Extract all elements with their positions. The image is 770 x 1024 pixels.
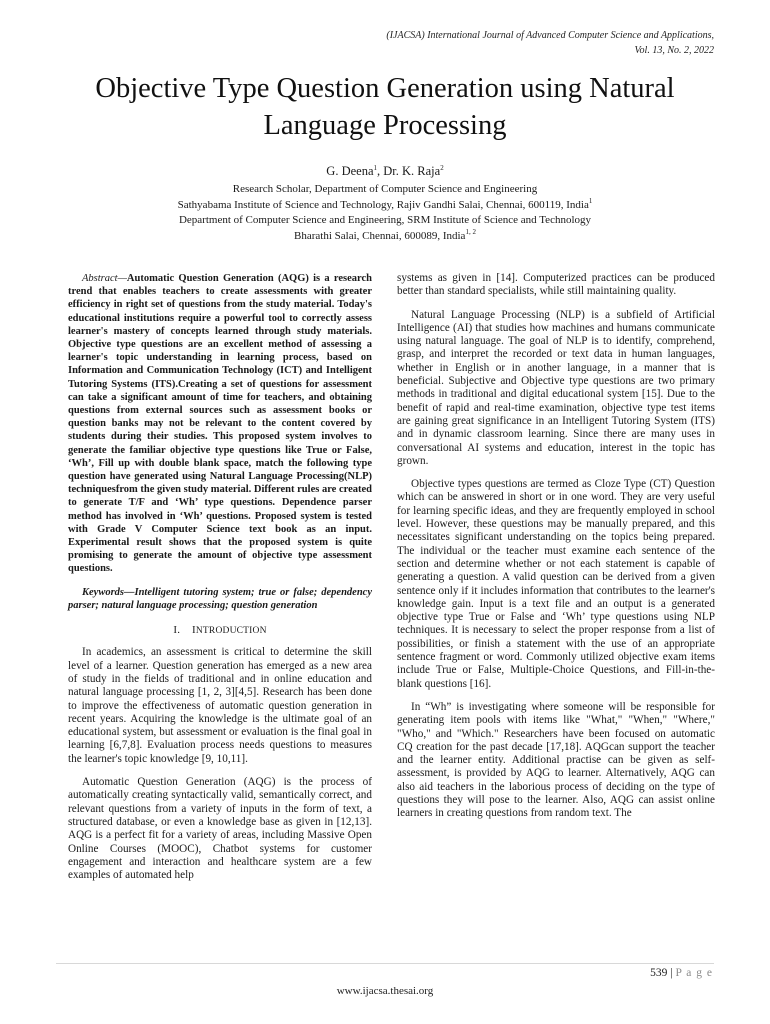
author-line xyxy=(0,163,770,179)
page-number-value: 539 xyxy=(650,967,668,979)
paper-title xyxy=(40,70,730,144)
abstract-text: Automatic Question Generation (AQG) is a research trend that enables teachers to create assessments with greater efficiency in right set of questions from the study material. Today's educational institutions require a powerful tool to correctly assess learner's mastery of concepts learned through study materials. Objective type questions are an excellent method of assessing a learner's topic understanding in learning process, based on Information and Communication Technology (ICT) and Intelligent Tutoring Systems (ITS).Creating a set of questions for assessment can take a significant amount of time for teachers, and obtaining questions from external sources such as assessment books or question banks may not be relevant to the content covered by students during their studies. This proposed system involves to generate the familiar objective type questions like True or False, ‘Wh’, Fill up with double blank space, match the following type question have generated using Natural Language Processing(NLP) techniquesfrom the given study material. Different rules are created to generate T/F and ‘Wh’ type questions. Dependence parser method has involved in ‘Wh’ questions. Proposed system is tested with Grade V Computer Science text book as an input. Experimental result shows that the proposed system is quite promising to generate the amount of objective type assessment questions. xyxy=(68,273,372,575)
abstract-label: Abstract— xyxy=(82,273,127,284)
author-2: , Dr. K. Raja xyxy=(377,164,441,178)
author-1: G. Deena xyxy=(326,164,374,178)
paragraph: systems as given in [14]. Computerized practices can be produced better than standard specialists, while still maintaining quality. xyxy=(397,272,715,298)
affiliation-1: Research Scholar, Department of Computer Science and Engineering xyxy=(232,183,538,195)
journal-volume: Vol. 13, No. 2, 2022 xyxy=(634,45,714,56)
page-number-separator: | xyxy=(667,967,676,979)
section-number: I. xyxy=(173,624,181,637)
paragraph: In academics, an assessment is critical to determine the skill level of a learner. Question generation has emerged as a new area of study in the fields of traditional and in online education and natural language processing [1, 2, 3][4,5]. Research has been done to improve the effectiveness of automatic question generation in recent years. Acquiring the knowledge is the ultimate goal of an educational system, but assessment or evaluation is the final goal in learning [6,7,8]. Evaluation process needs questions to measures the learner's topic knowledge [9, 10,11]. xyxy=(68,646,372,765)
affiliation-2: Sathyabama Institute of Science and Technology, Rajiv Gandhi Salai, Chennai, 600119, India$^1$ xyxy=(177,196,593,211)
author-1-affiliation-mark: 1 xyxy=(373,164,377,172)
keywords xyxy=(68,586,372,612)
title-line-2: Language Processing xyxy=(263,110,507,141)
journal-website: www.ijacsa.thesai.org xyxy=(336,985,434,997)
journal-header xyxy=(114,28,714,58)
keywords-label: Keywords— xyxy=(82,586,135,598)
page-label: P a g e xyxy=(675,967,713,979)
paragraph: Automatic Question Generation (AQG) is the process of automatically creating syntactically valid, semantically correct, and relevant questions from a variety of inputs in the form of text, a structured database, or even a knowledge base as given in [12,13]. AQG is a perfect fit for a variety of areas, including Massive Open Online Courses (MOOC), Chatbot systems for customer engagement and interaction and healthcare system are a few examples of automated help xyxy=(68,776,372,882)
author-2-affiliation-mark: 2 xyxy=(440,164,444,172)
paragraph: Natural Language Processing (NLP) is a subfield of Artificial Intelligence (AI) that studies how machines and humans communicate using natural language. The goal of NLP is to identify, comprehend, grasp, and interpret the recorded or text data in human languages, whether in English or in another language, in a manner that is beneficial. Subjective and Objective type questions are two primary methods in traditional and digital educational system [15]. Due to the benefit of rapid and real-time examination, objective type test items are gaining great significance in an Intelligent Tutoring System (ITS) and in dynamic classroom learning. Since there are many uses in conversational AI systems and education, interest in the topic has grown. xyxy=(397,308,715,467)
right-column xyxy=(397,272,715,821)
section-heading-introduction xyxy=(68,624,372,638)
footer-divider xyxy=(56,963,714,964)
abstract xyxy=(68,272,372,576)
left-column xyxy=(68,272,372,882)
journal-name: (IJACSA) International Journal of Advanced Computer Science and Applications, xyxy=(386,30,714,41)
page-number xyxy=(650,967,713,979)
paragraph: In “Wh” is investigating where someone will be responsible for generating item pools with items like "What," "When," "Where," "Who," and "Which." Researchers have been focused on automatic CQ creation for the past decade [17,18]. AQGcan support the teacher and the learner entity. Additional practise can be given as self-assessment, is provided by AQG to learner. Alternatively, AQG can also aid teachers in the laborious process of deciding on the type of questions they will pose to the learner. Also, AQG can assist online learners in creating questions from random text. The xyxy=(397,700,715,820)
affiliations xyxy=(40,182,730,244)
affiliation-4: Bharathi Salai, Chennai, 600089, India$^{1, 2}$ xyxy=(294,227,476,242)
paragraph: Objective types questions are termed as Cloze Type (CT) Question which can be answered in short or in one word. They are very useful for learning specific ideas, and they are frequently employed in school level. However, these questions may be manually prepared, and this necessitates significant understanding on the topics being prepared. The individual or the teacher must examine each sentence of the section and determine whether or not each statement is capable of generating a question. A valid question can be derived from a given sentence only if it includes information that contributes to the learner's knowledge gain. Input is a text file and an output is a generated objective type True or False and ‘Wh’ type questions using NLP techniques. It is necessary to select the proper response from a list of possibilities, or finish a statement with the use of an appropriate sentence fragment or word. Commonly utilized objective exam items include True or False, Multiple-Choice Questions, and Fill-in-the-blank questions [16]. xyxy=(397,478,715,690)
affiliation-3: Department of Computer Science and Engineering, SRM Institute of Science and Technology xyxy=(178,214,592,226)
keywords-text: Intelligent tutoring system; true or false; dependency parser; natural language processing; question generation xyxy=(68,586,372,611)
section-title-rest: NTRODUCTION xyxy=(195,626,267,637)
section-title-initial: I xyxy=(191,624,196,637)
title-line-1: Objective Type Question Generation using Natural xyxy=(95,73,675,104)
